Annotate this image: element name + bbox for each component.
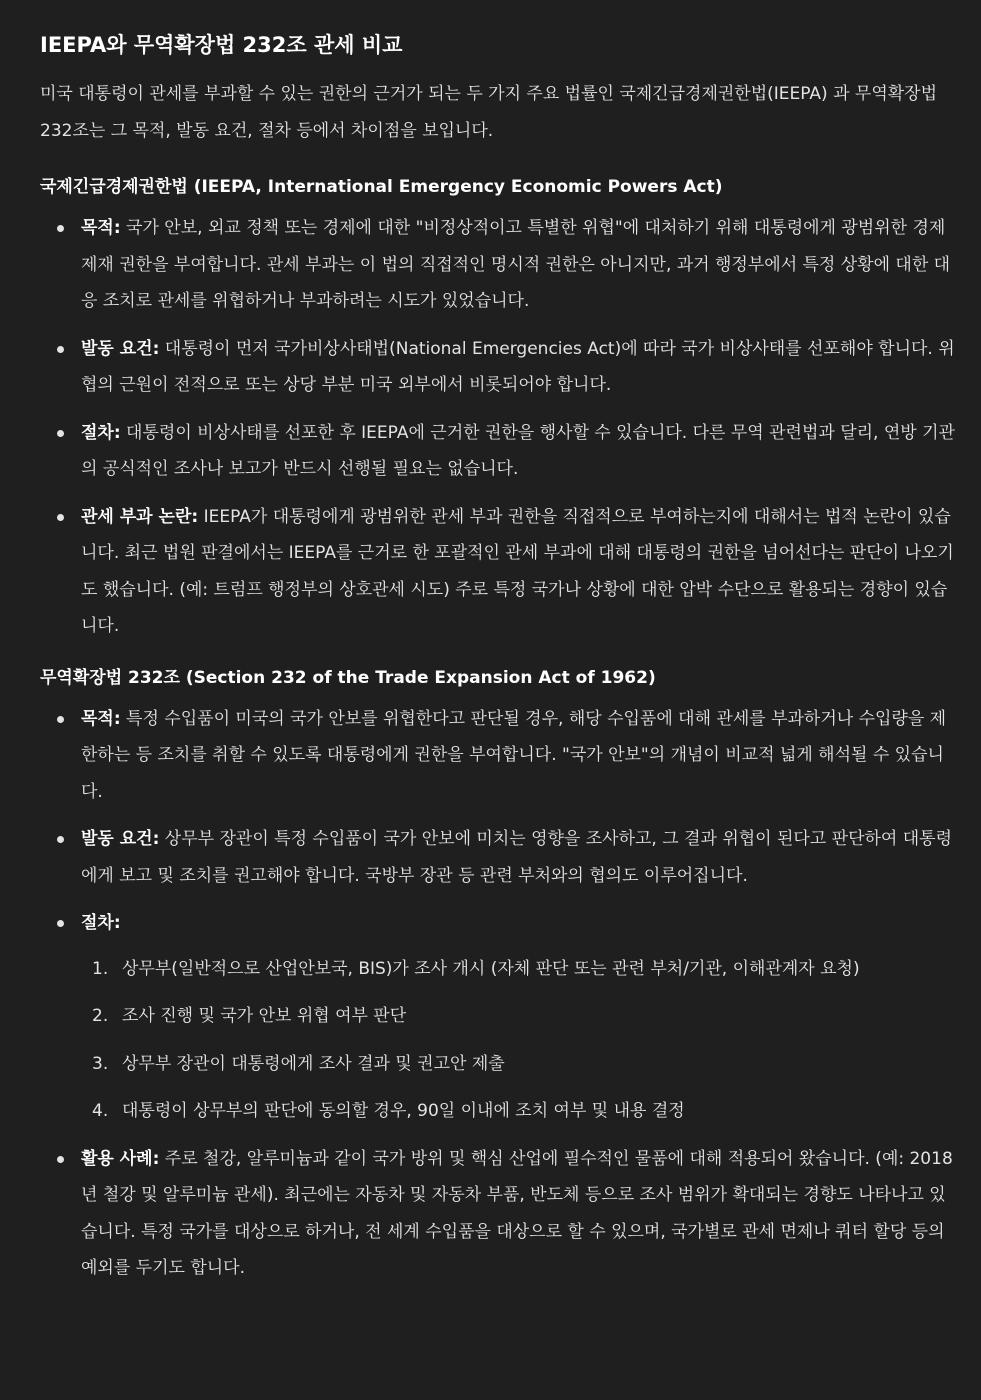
- step-text: 상무부(일반적으로 산업안보국, BIS)가 조사 개시 (자체 판단 또는 관련 부처/기관, 이해관계자 요청): [122, 958, 860, 979]
- page-title: IEEPA와 무역확장법 232조 관세 비교: [40, 33, 403, 57]
- item-text: IEEPA가 대통령에게 광범위한 관세 부과 권한을 직접적으로 부여하는지에 대해서는 법적 논란이 있습니다. 최근 법원 판결에서는 IEEPA를 근거로 한 포괄적인 관세 부과에 대해 대통령의 권한을 넘어선다는 판단이 나오기도 했습니다. (예: 트럼프 행정부의 상호관세 시도) 주로 특정 국가나 상황에 대한 압박 수단으로 활용되는 경향이 있습니다.: [81, 506, 954, 636]
- item-text: 대통령이 비상사태를 선포한 후 IEEPA에 근거한 권한을 행사할 수 있습니다. 다른 무역 관련법과 달리, 연방 기관의 공식적인 조사나 보고가 반드시 선행될 필요는 없습니다.: [81, 422, 955, 479]
- intro-paragraph: 미국 대통령이 관세를 부과할 수 있는 권한의 근거가 되는 두 가지 주요 법률인 국제긴급경제권한법(IEEPA) 과 무역확장법 232조는 그 목적, 발동 요건, 절차 등에서 차이점을 보입니다.: [40, 84, 938, 141]
- s232-procedure-item: [40, 905, 961, 1130]
- bullet-icon: [57, 836, 64, 843]
- step-text: 대통령이 상무부의 판단에 동의할 경우, 90일 이내에 조치 여부 및 내용 결정: [122, 1101, 685, 1121]
- item-term: 목적:: [81, 708, 121, 729]
- bullet-icon: [57, 346, 64, 353]
- item-term: 관세 부과 논란:: [81, 506, 199, 527]
- s232-cases-item: [40, 1141, 961, 1287]
- item-text: 주로 철강, 알루미늄과 같이 국가 방위 및 핵심 산업에 필수적인 물품에 대해 적용되어 왔습니다. (예: 2018년 철강 및 알루미늄 관세). 최근에는 자동차 및 자동차 부품, 반도체 등으로 조사 범위가 확대되는 경향도 나타나고 있습니다. 특정 국가를 대상으로 하거나, 전 세계 수입품을 대상으로 할 수 있으며, 국가별로 관세 면제나 쿼터 할당 등의 예외를 두기도 합니다.: [81, 1148, 953, 1278]
- ieepa-heading: 국제긴급경제권한법 (IEEPA, International Emergency Economic Powers Act): [40, 177, 723, 197]
- bullet-icon: [57, 225, 64, 232]
- item-term: 발동 요건:: [81, 829, 160, 849]
- step-text: 조사 진행 및 국가 안보 위협 여부 판단: [122, 1006, 407, 1026]
- item-term: 절차:: [81, 913, 121, 933]
- procedure-step: [81, 998, 961, 1035]
- step-number: 3.: [92, 1053, 109, 1074]
- s232-list: [40, 701, 961, 1287]
- item-text: 대통령이 먼저 국가비상사태법(National Emergencies Act)에 따라 국가 비상사태를 선포해야 합니다. 위협의 근원이 전적으로 또는 상당 부분 미국 외부에서 비롯되어야 합니다.: [81, 338, 955, 395]
- item-term: 절차:: [81, 422, 121, 443]
- procedure-steps: [81, 951, 961, 1130]
- s232-trigger-item: [40, 821, 961, 894]
- procedure-step: [81, 1046, 961, 1083]
- item-text: 국가 안보, 외교 정책 또는 경제에 대한 "비정상적이고 특별한 위협"에 대처하기 위해 대통령에게 광범위한 경제 제재 권한을 부여합니다. 관세 부과는 이 법의 직접적인 명시적 권한은 아니지만, 과거 행정부에서 특정 상황에 대한 대응 조치로 관세를 위협하거나 부과하려는 시도가 있었습니다.: [81, 218, 951, 311]
- item-text: 특정 수입품이 미국의 국가 안보를 위협한다고 판단될 경우, 해당 수입품에 대해 관세를 부과하거나 수입량을 제한하는 등 조치를 취할 수 있도록 대통령에게 권한을 부여합니다. "국가 안보"의 개념이 비교적 넓게 해석될 수 있습니다.: [81, 708, 947, 802]
- step-number: 1.: [92, 958, 109, 979]
- bullet-icon: [57, 514, 64, 521]
- bullet-icon: [57, 1156, 64, 1163]
- step-text: 상무부 장관이 대통령에게 조사 결과 및 권고안 제출: [122, 1053, 505, 1074]
- bullet-icon: [57, 716, 64, 723]
- procedure-step: [81, 951, 961, 988]
- ieepa-list: [40, 210, 961, 645]
- s232-heading: 무역확장법 232조 (Section 232 of the Trade Expansion Act of 1962): [40, 667, 656, 688]
- item-term: 발동 요건:: [81, 338, 160, 359]
- item-text: 상무부 장관이 특정 수입품이 국가 안보에 미치는 영향을 조사하고, 그 결과 위협이 된다고 판단하여 대통령에게 보고 및 조치를 권고해야 합니다. 국방부 장관 등 관련 부처와의 협의도 이루어집니다.: [81, 829, 953, 886]
- ieepa-procedure-item: [40, 415, 961, 488]
- item-term: 목적:: [81, 218, 121, 238]
- s232-purpose-item: [40, 701, 961, 811]
- bullet-icon: [57, 430, 64, 437]
- ieepa-trigger-item: [40, 331, 961, 404]
- step-number: 4.: [92, 1101, 109, 1121]
- step-number: 2.: [92, 1006, 109, 1026]
- bullet-icon: [57, 920, 64, 927]
- ieepa-controversy-item: [40, 499, 961, 645]
- ieepa-purpose-item: [40, 210, 961, 320]
- item-term: 활용 사례:: [81, 1148, 160, 1169]
- procedure-step: [81, 1093, 961, 1130]
